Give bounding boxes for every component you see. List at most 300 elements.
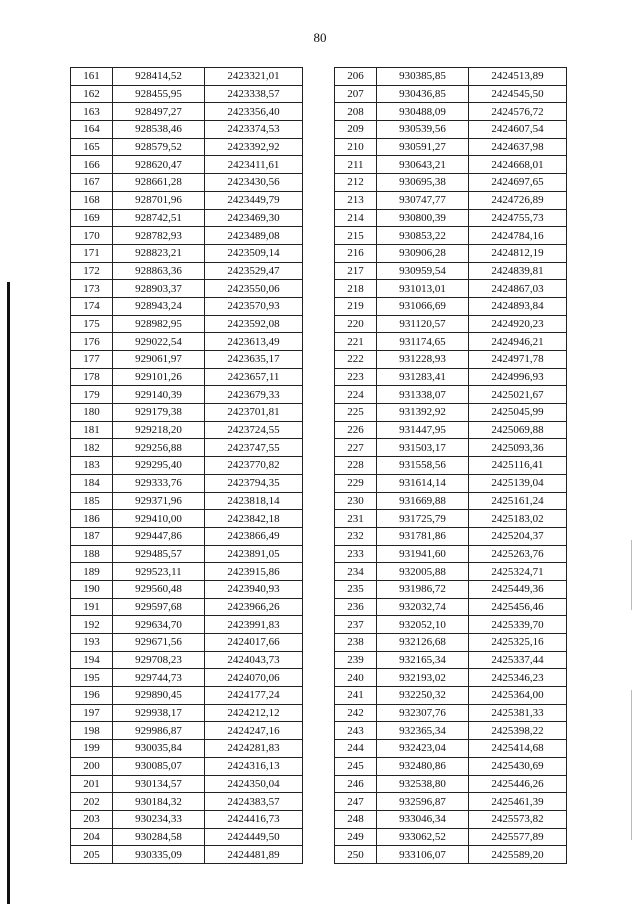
- x-coordinate-cell: 929671,56: [113, 634, 205, 652]
- table-row: [335, 368, 567, 386]
- x-coordinate-cell: 929061,97: [113, 351, 205, 369]
- x-coordinate-cell: 929140,39: [113, 386, 205, 404]
- x-coordinate-cell: 929890,45: [113, 687, 205, 705]
- x-coordinate-cell: 930184,32: [113, 793, 205, 811]
- table-row: [335, 775, 567, 793]
- y-coordinate-cell: 2424212,12: [205, 704, 303, 722]
- x-coordinate-cell: 931013,01: [377, 280, 469, 298]
- y-coordinate-cell: 2423991,83: [205, 616, 303, 634]
- table-row: [335, 457, 567, 475]
- point-number-cell: 180: [71, 404, 113, 422]
- table-row: [335, 351, 567, 369]
- y-coordinate-cell: 2423469,30: [205, 209, 303, 227]
- x-coordinate-cell: 930488,09: [377, 103, 469, 121]
- y-coordinate-cell: 2423891,05: [205, 545, 303, 563]
- point-number-cell: 216: [335, 244, 377, 262]
- y-coordinate-cell: 2424043,73: [205, 651, 303, 669]
- point-number-cell: 188: [71, 545, 113, 563]
- x-coordinate-cell: 929447,86: [113, 527, 205, 545]
- x-coordinate-cell: 931558,56: [377, 457, 469, 475]
- table-row: [335, 138, 567, 156]
- y-coordinate-cell: 2424971,78: [469, 351, 567, 369]
- table-row: [71, 315, 303, 333]
- y-coordinate-cell: 2424726,89: [469, 191, 567, 209]
- x-coordinate-cell: 932032,74: [377, 598, 469, 616]
- table-row: [71, 510, 303, 528]
- table-row: [71, 262, 303, 280]
- point-number-cell: 172: [71, 262, 113, 280]
- table-row: [335, 846, 567, 864]
- point-number-cell: 192: [71, 616, 113, 634]
- point-number-cell: 245: [335, 757, 377, 775]
- y-coordinate-cell: 2423724,55: [205, 421, 303, 439]
- point-number-cell: 167: [71, 174, 113, 192]
- point-number-cell: 173: [71, 280, 113, 298]
- x-coordinate-cell: 928943,24: [113, 297, 205, 315]
- x-coordinate-cell: 931066,69: [377, 297, 469, 315]
- table-row: [335, 103, 567, 121]
- point-number-cell: 234: [335, 563, 377, 581]
- page-number: 80: [313, 30, 327, 45]
- y-coordinate-cell: 2425381,33: [469, 704, 567, 722]
- table-row: [71, 580, 303, 598]
- x-coordinate-cell: 929744,73: [113, 669, 205, 687]
- y-coordinate-cell: 2424755,73: [469, 209, 567, 227]
- y-coordinate-cell: 2424576,72: [469, 103, 567, 121]
- point-number-cell: 203: [71, 810, 113, 828]
- table-row: [335, 333, 567, 351]
- point-number-cell: 247: [335, 793, 377, 811]
- table-row: [71, 616, 303, 634]
- y-coordinate-cell: 2425069,88: [469, 421, 567, 439]
- x-coordinate-cell: 930539,56: [377, 121, 469, 139]
- point-number-cell: 248: [335, 810, 377, 828]
- point-number-cell: 196: [71, 687, 113, 705]
- x-coordinate-cell: 930385,85: [377, 68, 469, 86]
- point-number-cell: 177: [71, 351, 113, 369]
- table-row: [335, 757, 567, 775]
- point-number-cell: 169: [71, 209, 113, 227]
- x-coordinate-cell: 928538,46: [113, 121, 205, 139]
- point-number-cell: 195: [71, 669, 113, 687]
- table-row: [335, 634, 567, 652]
- table-row: [71, 775, 303, 793]
- y-coordinate-cell: 2424070,06: [205, 669, 303, 687]
- x-coordinate-cell: 929560,48: [113, 580, 205, 598]
- table-row: [335, 598, 567, 616]
- y-coordinate-cell: 2424867,03: [469, 280, 567, 298]
- point-number-cell: 237: [335, 616, 377, 634]
- y-coordinate-cell: 2423747,55: [205, 439, 303, 457]
- table-row: [335, 740, 567, 758]
- y-coordinate-cell: 2423550,06: [205, 280, 303, 298]
- table-row: [335, 209, 567, 227]
- y-coordinate-cell: 2425446,26: [469, 775, 567, 793]
- table-row: [71, 368, 303, 386]
- x-coordinate-cell: 929634,70: [113, 616, 205, 634]
- point-number-cell: 215: [335, 227, 377, 245]
- y-coordinate-cell: 2424449,50: [205, 828, 303, 846]
- table-row: [335, 510, 567, 528]
- x-coordinate-cell: 932193,02: [377, 669, 469, 687]
- x-coordinate-cell: 932423,04: [377, 740, 469, 758]
- point-number-cell: 164: [71, 121, 113, 139]
- y-coordinate-cell: 2423529,47: [205, 262, 303, 280]
- x-coordinate-cell: 932126,68: [377, 634, 469, 652]
- y-coordinate-cell: 2425116,41: [469, 457, 567, 475]
- y-coordinate-cell: 2424697,65: [469, 174, 567, 192]
- table-row: [71, 439, 303, 457]
- x-coordinate-cell: 932052,10: [377, 616, 469, 634]
- x-coordinate-cell: 930284,58: [113, 828, 205, 846]
- table-row: [335, 492, 567, 510]
- x-coordinate-cell: 932165,34: [377, 651, 469, 669]
- x-coordinate-cell: 932005,88: [377, 563, 469, 581]
- point-number-cell: 171: [71, 244, 113, 262]
- x-coordinate-cell: 929485,57: [113, 545, 205, 563]
- table-row: [335, 85, 567, 103]
- x-coordinate-cell: 931614,14: [377, 474, 469, 492]
- y-coordinate-cell: 2424177,24: [205, 687, 303, 705]
- point-number-cell: 226: [335, 421, 377, 439]
- point-number-cell: 163: [71, 103, 113, 121]
- x-coordinate-cell: 928620,47: [113, 156, 205, 174]
- point-number-cell: 250: [335, 846, 377, 864]
- table-row: [335, 68, 567, 86]
- table-row: [335, 828, 567, 846]
- point-number-cell: 190: [71, 580, 113, 598]
- y-coordinate-cell: 2425045,99: [469, 404, 567, 422]
- table-row: [71, 563, 303, 581]
- point-number-cell: 182: [71, 439, 113, 457]
- x-coordinate-cell: 930591,27: [377, 138, 469, 156]
- point-number-cell: 233: [335, 545, 377, 563]
- y-coordinate-cell: 2423794,35: [205, 474, 303, 492]
- point-number-cell: 198: [71, 722, 113, 740]
- point-number-cell: 206: [335, 68, 377, 86]
- x-coordinate-cell: 929410,00: [113, 510, 205, 528]
- point-number-cell: 249: [335, 828, 377, 846]
- table-row: [71, 351, 303, 369]
- y-coordinate-cell: 2423915,86: [205, 563, 303, 581]
- y-coordinate-cell: 2425414,68: [469, 740, 567, 758]
- point-number-cell: 231: [335, 510, 377, 528]
- x-coordinate-cell: 931503,17: [377, 439, 469, 457]
- point-number-cell: 242: [335, 704, 377, 722]
- x-coordinate-cell: 930747,77: [377, 191, 469, 209]
- x-coordinate-cell: 929022,54: [113, 333, 205, 351]
- point-number-cell: 183: [71, 457, 113, 475]
- y-coordinate-cell: 2423509,14: [205, 244, 303, 262]
- x-coordinate-cell: 930643,21: [377, 156, 469, 174]
- x-coordinate-cell: 932538,80: [377, 775, 469, 793]
- point-number-cell: 178: [71, 368, 113, 386]
- x-coordinate-cell: 931392,92: [377, 404, 469, 422]
- table-row: [71, 457, 303, 475]
- table-row: [335, 156, 567, 174]
- table-row: [71, 634, 303, 652]
- point-number-cell: 225: [335, 404, 377, 422]
- point-number-cell: 185: [71, 492, 113, 510]
- point-number-cell: 181: [71, 421, 113, 439]
- table-row: [71, 651, 303, 669]
- point-number-cell: 238: [335, 634, 377, 652]
- x-coordinate-cell: 931283,41: [377, 368, 469, 386]
- y-coordinate-cell: 2423489,08: [205, 227, 303, 245]
- point-number-cell: 229: [335, 474, 377, 492]
- x-coordinate-cell: 929179,38: [113, 404, 205, 422]
- table-row: [335, 404, 567, 422]
- point-number-cell: 221: [335, 333, 377, 351]
- point-number-cell: 217: [335, 262, 377, 280]
- point-number-cell: 189: [71, 563, 113, 581]
- point-number-cell: 239: [335, 651, 377, 669]
- table-row: [71, 421, 303, 439]
- y-coordinate-cell: 2424481,89: [205, 846, 303, 864]
- y-coordinate-cell: 2423966,26: [205, 598, 303, 616]
- point-number-cell: 214: [335, 209, 377, 227]
- x-coordinate-cell: 929938,17: [113, 704, 205, 722]
- point-number-cell: 176: [71, 333, 113, 351]
- point-number-cell: 207: [335, 85, 377, 103]
- table-row: [335, 687, 567, 705]
- x-coordinate-cell: 928863,36: [113, 262, 205, 280]
- y-coordinate-cell: 2424316,13: [205, 757, 303, 775]
- x-coordinate-cell: 932365,34: [377, 722, 469, 740]
- point-number-cell: 204: [71, 828, 113, 846]
- x-coordinate-cell: 932596,87: [377, 793, 469, 811]
- table-row: [335, 669, 567, 687]
- x-coordinate-cell: 929523,11: [113, 563, 205, 581]
- y-coordinate-cell: 2423411,61: [205, 156, 303, 174]
- x-coordinate-cell: 931338,07: [377, 386, 469, 404]
- table-row: [335, 545, 567, 563]
- x-coordinate-cell: 931447,95: [377, 421, 469, 439]
- point-number-cell: 208: [335, 103, 377, 121]
- table-row: [71, 297, 303, 315]
- table-row: [335, 121, 567, 139]
- point-number-cell: 223: [335, 368, 377, 386]
- table-row: [71, 722, 303, 740]
- point-number-cell: 230: [335, 492, 377, 510]
- y-coordinate-cell: 2424839,81: [469, 262, 567, 280]
- y-coordinate-cell: 2423321,01: [205, 68, 303, 86]
- x-coordinate-cell: 932480,86: [377, 757, 469, 775]
- y-coordinate-cell: 2425461,39: [469, 793, 567, 811]
- x-coordinate-cell: 931941,60: [377, 545, 469, 563]
- x-coordinate-cell: 929101,26: [113, 368, 205, 386]
- point-number-cell: 232: [335, 527, 377, 545]
- point-number-cell: 184: [71, 474, 113, 492]
- table-row: [335, 244, 567, 262]
- y-coordinate-cell: 2425139,04: [469, 474, 567, 492]
- x-coordinate-cell: 928497,27: [113, 103, 205, 121]
- point-number-cell: 194: [71, 651, 113, 669]
- x-coordinate-cell: 931669,88: [377, 492, 469, 510]
- x-coordinate-cell: 931781,86: [377, 527, 469, 545]
- table-row: [335, 651, 567, 669]
- y-coordinate-cell: 2425324,71: [469, 563, 567, 581]
- x-coordinate-cell: 931228,93: [377, 351, 469, 369]
- table-row: [71, 280, 303, 298]
- table-row: [71, 121, 303, 139]
- x-coordinate-cell: 928823,21: [113, 244, 205, 262]
- table-row: [335, 527, 567, 545]
- point-number-cell: 201: [71, 775, 113, 793]
- x-coordinate-cell: 928782,93: [113, 227, 205, 245]
- x-coordinate-cell: 930800,39: [377, 209, 469, 227]
- x-coordinate-cell: 930035,84: [113, 740, 205, 758]
- y-coordinate-cell: 2423635,17: [205, 351, 303, 369]
- point-number-cell: 246: [335, 775, 377, 793]
- point-number-cell: 175: [71, 315, 113, 333]
- table-row: [71, 386, 303, 404]
- point-number-cell: 224: [335, 386, 377, 404]
- point-number-cell: 235: [335, 580, 377, 598]
- y-coordinate-cell: 2423430,56: [205, 174, 303, 192]
- y-coordinate-cell: 2425364,00: [469, 687, 567, 705]
- y-coordinate-cell: 2425204,37: [469, 527, 567, 545]
- x-coordinate-cell: 929597,68: [113, 598, 205, 616]
- table-row: [71, 527, 303, 545]
- x-coordinate-cell: 930853,22: [377, 227, 469, 245]
- point-number-cell: 213: [335, 191, 377, 209]
- table-row: [335, 439, 567, 457]
- y-coordinate-cell: 2424784,16: [469, 227, 567, 245]
- point-number-cell: 227: [335, 439, 377, 457]
- table-row: [71, 209, 303, 227]
- table-row: [71, 545, 303, 563]
- table-row: [71, 598, 303, 616]
- x-coordinate-cell: 931725,79: [377, 510, 469, 528]
- x-coordinate-cell: 933046,34: [377, 810, 469, 828]
- table-row: [71, 740, 303, 758]
- point-number-cell: 212: [335, 174, 377, 192]
- y-coordinate-cell: 2425183,02: [469, 510, 567, 528]
- point-number-cell: 220: [335, 315, 377, 333]
- point-number-cell: 191: [71, 598, 113, 616]
- table-row: [71, 103, 303, 121]
- y-coordinate-cell: 2424607,54: [469, 121, 567, 139]
- x-coordinate-cell: 928661,28: [113, 174, 205, 192]
- table-row: [71, 846, 303, 864]
- table-row: [71, 227, 303, 245]
- point-number-cell: 193: [71, 634, 113, 652]
- table-row: [335, 315, 567, 333]
- table-row: [71, 333, 303, 351]
- point-number-cell: 199: [71, 740, 113, 758]
- x-coordinate-cell: 932250,32: [377, 687, 469, 705]
- point-number-cell: 211: [335, 156, 377, 174]
- x-coordinate-cell: 928903,37: [113, 280, 205, 298]
- point-number-cell: 218: [335, 280, 377, 298]
- x-coordinate-cell: 929371,96: [113, 492, 205, 510]
- y-coordinate-cell: 2425577,89: [469, 828, 567, 846]
- table-row: [71, 704, 303, 722]
- y-coordinate-cell: 2424383,57: [205, 793, 303, 811]
- x-coordinate-cell: 928701,96: [113, 191, 205, 209]
- point-number-cell: 179: [71, 386, 113, 404]
- scan-artifact: [631, 540, 632, 610]
- x-coordinate-cell: 928455,95: [113, 85, 205, 103]
- x-coordinate-cell: 930134,57: [113, 775, 205, 793]
- point-number-cell: 174: [71, 297, 113, 315]
- table-row: [71, 68, 303, 86]
- point-number-cell: 170: [71, 227, 113, 245]
- table-row: [71, 810, 303, 828]
- y-coordinate-cell: 2425398,22: [469, 722, 567, 740]
- x-coordinate-cell: 928742,51: [113, 209, 205, 227]
- y-coordinate-cell: 2424637,98: [469, 138, 567, 156]
- x-coordinate-cell: 929986,87: [113, 722, 205, 740]
- y-coordinate-cell: 2423592,08: [205, 315, 303, 333]
- point-number-cell: 161: [71, 68, 113, 86]
- y-coordinate-cell: 2423866,49: [205, 527, 303, 545]
- x-coordinate-cell: 931120,57: [377, 315, 469, 333]
- table-row: [71, 85, 303, 103]
- x-coordinate-cell: 929218,20: [113, 421, 205, 439]
- y-coordinate-cell: 2424946,21: [469, 333, 567, 351]
- point-number-cell: 168: [71, 191, 113, 209]
- x-coordinate-cell: 933106,07: [377, 846, 469, 864]
- point-number-cell: 243: [335, 722, 377, 740]
- y-coordinate-cell: 2424893,84: [469, 297, 567, 315]
- y-coordinate-cell: 2424513,89: [469, 68, 567, 86]
- x-coordinate-cell: 930695,38: [377, 174, 469, 192]
- point-number-cell: 197: [71, 704, 113, 722]
- table-row: [335, 580, 567, 598]
- y-coordinate-cell: 2424545,50: [469, 85, 567, 103]
- y-coordinate-cell: 2424350,04: [205, 775, 303, 793]
- y-coordinate-cell: 2423770,82: [205, 457, 303, 475]
- coordinates-table-left: [70, 67, 303, 864]
- y-coordinate-cell: 2425337,44: [469, 651, 567, 669]
- table-row: [335, 616, 567, 634]
- y-coordinate-cell: 2425093,36: [469, 439, 567, 457]
- table-row: [71, 138, 303, 156]
- y-coordinate-cell: 2423338,57: [205, 85, 303, 103]
- point-number-cell: 205: [71, 846, 113, 864]
- y-coordinate-cell: 2424416,73: [205, 810, 303, 828]
- y-coordinate-cell: 2423657,11: [205, 368, 303, 386]
- point-number-cell: 222: [335, 351, 377, 369]
- point-number-cell: 228: [335, 457, 377, 475]
- y-coordinate-cell: 2425430,69: [469, 757, 567, 775]
- y-coordinate-cell: 2425021,67: [469, 386, 567, 404]
- table-row: [335, 297, 567, 315]
- point-number-cell: 210: [335, 138, 377, 156]
- y-coordinate-cell: 2424920,23: [469, 315, 567, 333]
- x-coordinate-cell: 930959,54: [377, 262, 469, 280]
- table-row: [335, 810, 567, 828]
- y-coordinate-cell: 2425339,70: [469, 616, 567, 634]
- x-coordinate-cell: 932307,76: [377, 704, 469, 722]
- table-row: [71, 191, 303, 209]
- y-coordinate-cell: 2423940,93: [205, 580, 303, 598]
- table-row: [71, 687, 303, 705]
- y-coordinate-cell: 2425325,16: [469, 634, 567, 652]
- y-coordinate-cell: 2423679,33: [205, 386, 303, 404]
- y-coordinate-cell: 2423701,81: [205, 404, 303, 422]
- coordinates-table-right: [334, 67, 567, 864]
- table-row: [335, 563, 567, 581]
- table-row: [335, 474, 567, 492]
- x-coordinate-cell: 930085,07: [113, 757, 205, 775]
- point-number-cell: 244: [335, 740, 377, 758]
- scan-artifact: [631, 690, 632, 840]
- table-row: [71, 793, 303, 811]
- point-number-cell: 166: [71, 156, 113, 174]
